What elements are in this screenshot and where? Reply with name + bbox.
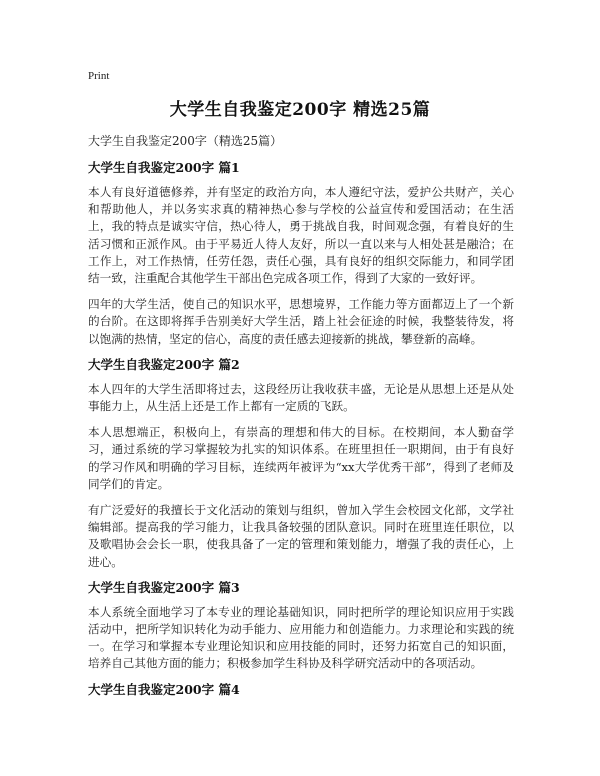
print-link[interactable]: Print — [88, 70, 110, 82]
document-subtitle: 大学生自我鉴定200字（精选25篇） — [88, 134, 283, 148]
page-title: 大学生自我鉴定200字 精选25篇 — [169, 100, 431, 120]
section-heading: 大学生自我鉴定200字 篇1 — [88, 160, 240, 175]
paragraph: 本人有良好道德修养，并有坚定的政治方向，本人遵纪守法，爱护公共财产，关心和帮助他人，并以务实求真的精神热心参与学校的公益宣传和爱国活动；在生活上，我的特点是诚实守信，热心待人，勇于挑战自我，时间观念强，有着良好的生活习惯和正派作风。由于平易近人待人友好，所以一直以来与人相处甚是融洽；在工作上，对工作热情，任劳任怨，责任心强，具有良好的组织交际能力，和同学团结一致，注重配合其他学生干部出色完成各项工作，得到了大家的一致好评。 — [88, 185, 514, 286]
section-heading: 大学生自我鉴定200字 篇3 — [88, 579, 240, 595]
section-2 — [88, 357, 514, 571]
paragraph: 本人思想端正，积极向上，有崇高的理想和伟大的目标。在校期间，本人勤奋学习，通过系统的学习掌握较为扎实的知识体系。在班里担任一职期间，由于有良好的学习作风和明确的学习目标，连续两年被评为“xx大学优秀干部”，得到了老师及同学们的肯定。 — [88, 425, 514, 491]
section-4 — [88, 682, 514, 698]
paragraph: 四年的大学生活，使自己的知识水平，思想境界，工作能力等方面都迈上了一个新的台阶。在这即将挥手告别美好大学生活，踏上社会征途的时候，我整装待发，将以饱满的热情，坚定的信心，高度的责任感去迎接新的挑战，攀登新的高峰。 — [88, 297, 514, 346]
section-3 — [88, 580, 514, 673]
section-1 — [88, 160, 514, 348]
paragraph: 本人系统全面地学习了本专业的理论基础知识，同时把所学的理论知识应用于实践活动中，把所学知识转化为动手能力、应用能力和创造能力。力求理论和实践的统一。在学习和掌握本专业理论知识和应用技能的同时，还努力拓宽自己的知识面，培养自己其他方面的能力；积极参加学生科协及科学研究活动中的各项活动。 — [88, 604, 514, 671]
paragraph: 有广泛爱好的我擅长于文化活动的策划与组织，曾加入学生会校园文化部，文学社编辑部。提高我的学习能力，让我具备较强的团队意识。同时在班里连任职位，以及歌唱协会会长一职，使我具备了一定的管理和策划能力，增强了我的责任心，上进心。 — [88, 503, 514, 569]
paragraph: 本人四年的大学生活即将过去，这段经历让我收获丰盛，无论是从思想上还是从处事能力上，从生活上还是工作上都有一定质的飞跃。 — [88, 381, 514, 414]
section-heading: 大学生自我鉴定200字 篇2 — [88, 356, 240, 372]
section-heading: 大学生自我鉴定200字 篇4 — [88, 681, 240, 697]
document-body — [88, 160, 514, 706]
